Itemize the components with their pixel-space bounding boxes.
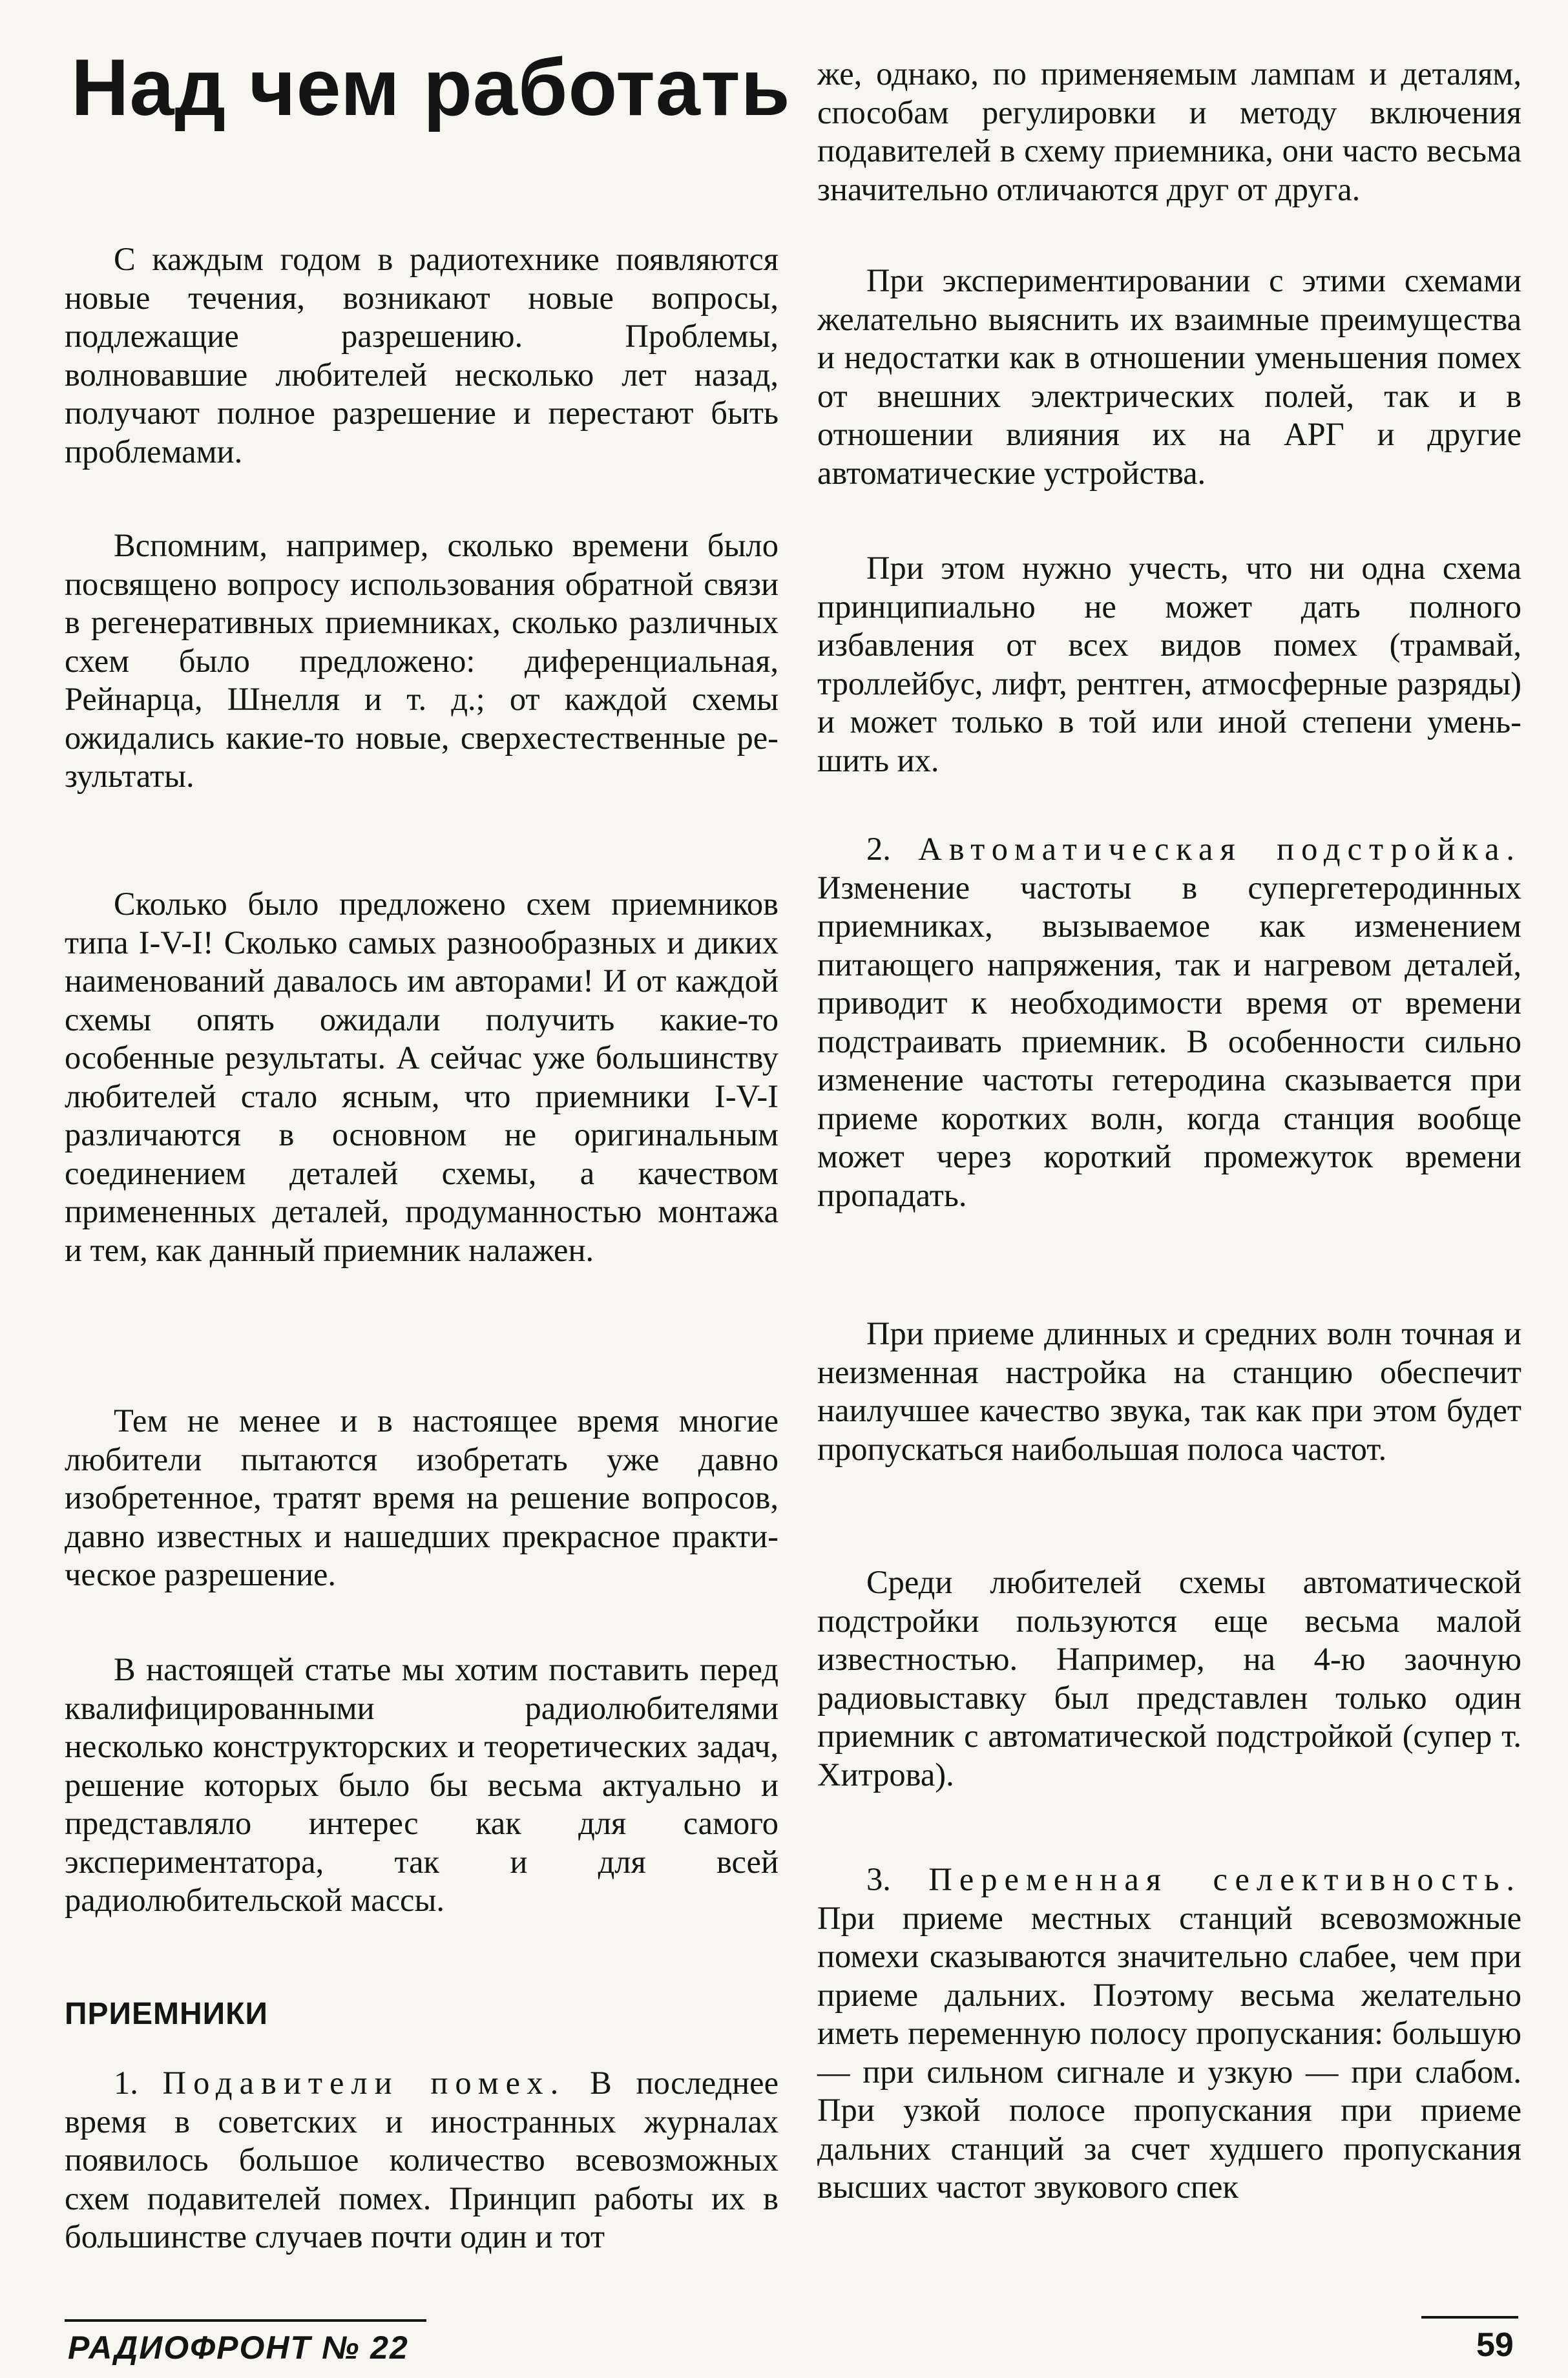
right-paragraph-amateurs: Среди любителей схемы автоматической подстройки пользуются еще весьма малой известностью. Например, на 4-ю заочную радиовыставку был представлен только один приемник с автоматической подстройкой (супер т. Хитрова). — [817, 1564, 1521, 1793]
right-continuation-paragraph: же, однако, по применяемым лампам и деталям, способам регулировки и методу включения подавителей в схему приемника, они часто весьма значительно отличаются друг от друга. — [817, 56, 1521, 207]
intro-paragraph-1: С каждым годом в радиотехнике появляются новые течения, возникают новые вопросы, подлежащие разрешению. Проблемы, волновавшие любителей несколько лет назад, получают полное разрешение и перестают быть проблемами. — [65, 241, 779, 470]
item-2-paragraph — [817, 830, 1521, 1215]
item-3-body: При приеме местных станций всевозможные помехи сказываются значительно слабее, чем при приеме дальних. Поэтому весьма желательно иметь переменную полосу пропускания: большую— при сильном сигнале и узкую — при слабом. При узкой полосе пропускания при приеме дальних станций за счет худшего пропускания высших частот звукового спек — [817, 1899, 1521, 2205]
item-1-paragraph — [65, 2064, 779, 2257]
item-2-number: 2. — [866, 831, 891, 867]
article-title: Над чем работать — [71, 43, 791, 132]
intro-paragraph-2: Вспомним, например, сколько времени было посвящено вопросу использования обратной связи в регенеративных приемниках, сколько различных схем было предложено: диференциальная, Рейнарца, Шнелля и т. д.; от каждой схемы ожидались какие-то новые, сверхестественные результаты. — [65, 527, 779, 794]
intro-paragraph-5: В настоящей статье мы хотим поставить перед квалифицированными радиолюбителями несколько конструкторских и теоретических задач, решение которых было бы весьма актуально и представляло интерес как для самого экспериментатора, так и для всей радиолюбительской массы. — [65, 1651, 779, 1918]
footer-rule-right — [1421, 2316, 1518, 2319]
right-paragraph-long-waves: При приеме длинных и средних волн точная и неизменная настройка на станцию обеспечит наилучшее качество звука, так как при этом будет пропускаться наибольшая полоса частот. — [817, 1315, 1521, 1467]
page-number: 59 — [1476, 2326, 1514, 2364]
footer-rule-left — [65, 2319, 426, 2322]
section-heading-receivers: ПРИЕМНИКИ — [65, 1997, 268, 2031]
item-2-heading: Автоматическая подстройка. — [918, 831, 1521, 867]
item-1-number: 1. — [114, 2065, 138, 2101]
right-paragraph-interference: При этом нужно учесть, что ни одна схема принципиально не может дать полного избавления от всех видов помех (трамвай, троллейбус, лифт, рентген, атмосферные разряды) и может только в той или иной степени уменьшить их. — [817, 550, 1521, 778]
item-2-body: Изменение частоты в супергетеродинных приемниках, вызываемое как изменением питающего напряжения, так и нагревом деталей, приводит к необходимости время от времени подстраивать приемник. В особенности сильно изменение частоты гетеродина сказывается при приеме коротких волн, когда станция вообще может через короткий промежуток времени пропадать. — [817, 869, 1521, 1213]
item-3-paragraph — [817, 1861, 1521, 2207]
intro-paragraph-4: Тем не менее и в настоящее время многие любители пытаются изобретать уже давно изобретенное, тратят время на решение вопросов, давно известных и нашедших прекрасное практическое разрешение. — [65, 1403, 779, 1592]
intro-paragraph-3: Сколько было предложено схем приемников типа I-V-I! Сколько самых разнообразных и диких наименований давалось им авторами! И от каждой схемы опять ожидали получить какие-то особенные результаты. А сейчас уже большинству любителей стало ясным, что приемники I-V-I различаются в основном не оригинальным соединением деталей схемы, а качеством примененных деталей, продуманностью монтажа и тем, как данный приемник налажен. — [65, 886, 779, 1268]
footer-journal-name: РАДИОФРОНТ № 22 — [68, 2330, 409, 2366]
item-3-heading: Переменная селективность. — [928, 1861, 1521, 1897]
right-paragraph-experiments: При экспериментировании с этими схемами желательно выяснить их взаимные преимущества и недостатки как в отношении уменьшения помех от внешних электрических полей, так и в отношении влияния их на АРГ и другие автоматические устройства. — [817, 262, 1521, 491]
item-1-body: В последнее время в советских и иностранных журналах появилось большое количество всевозможных схем подавителей помех. Принцип работы их в большинстве случаев почти один и тот — [65, 2065, 779, 2255]
item-1-heading: Подавители помех. — [162, 2065, 566, 2101]
item-3-number: 3. — [866, 1861, 891, 1897]
